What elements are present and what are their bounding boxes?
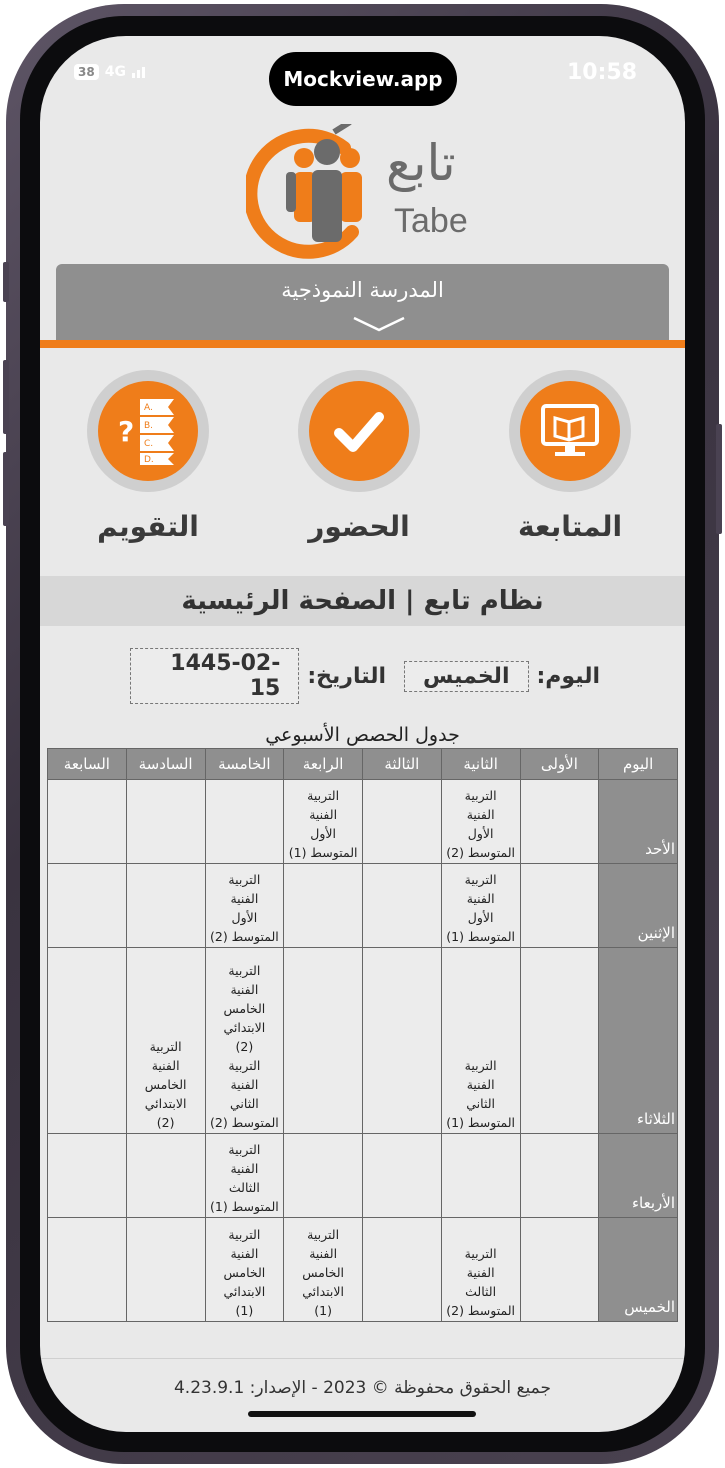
app-logo [246,124,486,260]
volume-down-button [3,452,9,526]
schedule-cell [48,1134,127,1218]
header-period-1: الأولى [520,749,599,780]
status-left [74,64,145,80]
svg-text:B.: B. [144,421,154,431]
page-title: نظام تابع | الصفحة الرئيسية [181,586,544,616]
class-text: التربية الفنية الخامس الابتدائي (1) [302,1227,345,1318]
feature-attendance-circle [298,370,420,492]
signal-icon [132,67,145,78]
schedule-cell [520,948,599,1134]
schedule-cell [284,780,363,864]
feature-tracking-circle [509,370,631,492]
day-cell: الثلاثاء [599,948,678,1134]
header-day: اليوم [599,749,678,780]
schedule-cell [48,864,127,948]
schedule-cell [363,864,442,948]
day-value: الخميس [404,661,529,692]
schedule-cell [441,1218,520,1322]
schedule-cell [363,1134,442,1218]
class-text: التربية الفنية الخامس الابتدائي (2) التربية الفنية الثاني المتوسط (2) [209,963,279,1130]
date-value: 1445-02-15 [130,648,299,704]
monitor-book-icon [520,381,620,481]
schedule-cell [205,948,284,1134]
schedule-cell [126,1218,205,1322]
logo-mark-icon [246,124,386,260]
class-text: التربية الفنية الثالث المتوسط (1) [209,1142,279,1214]
day-cell: الأحد [599,780,678,864]
schedule-cell [48,780,127,864]
header-period-5: الخامسة [205,749,284,780]
schedule-cell [205,780,284,864]
feature-attendance-button[interactable] [298,370,420,543]
header-period-3: الثالثة [363,749,442,780]
schedule-cell [126,780,205,864]
class-text: التربية الفنية الثالث المتوسط (2) [446,1246,516,1318]
quiz-options-icon [98,381,198,481]
class-text: التربية الفنية الأول المتوسط (1) [446,872,516,944]
feature-tracking-button[interactable] [509,370,631,543]
header-period-7: السابعة [48,749,127,780]
school-selector[interactable] [56,264,669,344]
page-title-bar [40,576,685,626]
header-period-4: الرابعة [284,749,363,780]
table-row [48,1218,678,1322]
clock: 10:58 [566,60,637,85]
footer-divider [40,1358,685,1359]
schedule-cell [284,1218,363,1322]
schedule-cell [284,948,363,1134]
dynamic-island: Mockview.app [269,52,457,106]
feature-evaluation-button[interactable] [87,370,209,543]
schedule-cell [520,780,599,864]
schedule-cell [205,864,284,948]
chevron-down-icon[interactable] [352,314,406,334]
schedule-cell [48,948,127,1134]
schedule-cell [205,1134,284,1218]
day-cell: الأربعاء [599,1134,678,1218]
accent-divider [40,340,685,348]
schedule-cell [520,1134,599,1218]
volume-up-button [3,360,9,434]
schedule-cell [363,948,442,1134]
date-label: التاريخ: [307,663,386,689]
table-row [48,948,678,1134]
home-indicator[interactable] [248,1411,476,1417]
header-period-6: السادسة [126,749,205,780]
schedule-cell [48,1218,127,1322]
schedule-cell [363,780,442,864]
schedule-cell [441,780,520,864]
screen [40,36,685,1432]
schedule-cell [205,1218,284,1322]
schedule-cell [441,1134,520,1218]
svg-text:D.: D. [144,455,154,465]
class-text: التربية الفنية الأول المتوسط (1) [288,788,358,860]
table-row [48,1134,678,1218]
schedule-cell [126,864,205,948]
network-label: 4G [104,64,126,80]
svg-text:C.: C. [144,439,154,449]
checkmark-icon [309,381,409,481]
day-cell: الخميس [599,1218,678,1322]
action-button [3,262,9,302]
class-text: التربية الفنية الأول المتوسط (2) [209,872,279,944]
svg-text:A.: A. [144,403,153,413]
schedule-cell [441,948,520,1134]
date-row [130,651,600,701]
schedule-cell [441,864,520,948]
schedule-cell [520,864,599,948]
class-text: التربية الفنية الثاني المتوسط (1) [446,1058,516,1130]
logo-arabic-text: تابع [386,134,456,192]
schedule-cell [363,1218,442,1322]
header-period-2: الثانية [441,749,520,780]
battery-icon: 38 [74,64,99,80]
schedule-cell [520,1218,599,1322]
class-text: التربية الفنية الخامس الابتدائي (2) [144,1039,187,1130]
table-row [48,864,678,948]
feature-evaluation-circle [87,370,209,492]
status-bar [40,36,685,116]
schedule-table [47,748,678,1322]
schedule-title: جدول الحصص الأسبوعي [265,724,460,746]
feature-evaluation-label: التقويم [97,510,199,543]
schedule-header-row [48,749,678,780]
footer-copyright: جميع الحقوق محفوظة © 2023 - الإصدار: 4.23.9.1 [173,1378,552,1398]
schedule-cell [126,1134,205,1218]
logo-english-text: Tabe [394,202,468,240]
day-cell: الإثنين [599,864,678,948]
school-name: المدرسة النموذجية [281,278,444,302]
svg-text:?: ? [118,415,135,448]
schedule-cell [284,1134,363,1218]
feature-tracking-label: المتابعة [517,510,623,543]
schedule-cell [126,948,205,1134]
feature-attendance-label: الحضور [308,510,410,543]
day-label: اليوم: [536,663,600,689]
table-row [48,780,678,864]
power-button [716,424,722,534]
schedule-cell [284,864,363,948]
class-text: التربية الفنية الأول المتوسط (2) [446,788,516,860]
class-text: التربية الفنية الخامس الابتدائي (1) [223,1227,266,1318]
